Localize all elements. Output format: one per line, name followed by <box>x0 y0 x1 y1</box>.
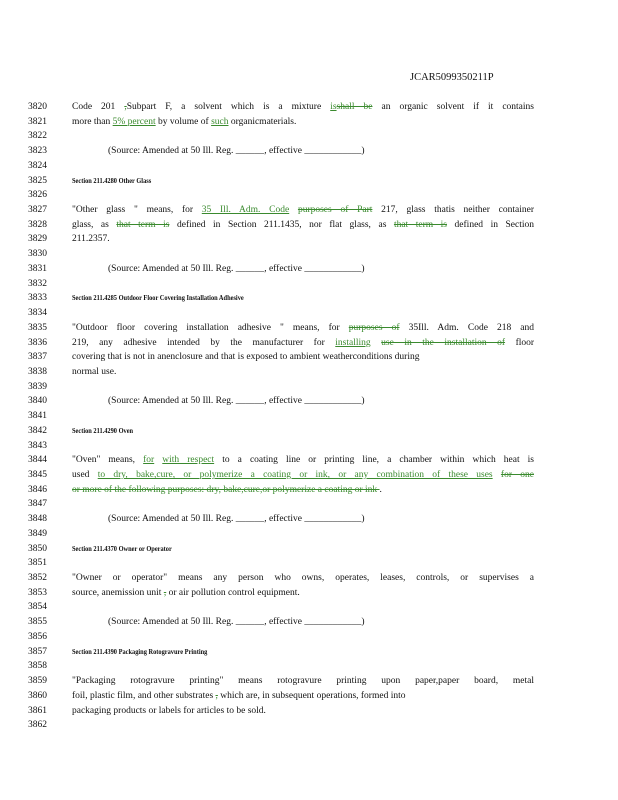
body-text: "Outdoor floor covering installation adhesive " means, for <box>72 322 349 333</box>
source-note: (Source: Amended at 50 Ill. Reg. ______, effective ____________) <box>108 514 365 525</box>
text-line-3828 <box>72 220 534 230</box>
line-number: 3820 <box>28 102 47 112</box>
inserted-text: 35 Ill. Adm. Code <box>201 205 290 216</box>
text-line-3827 <box>72 205 534 215</box>
deleted-text: shall be <box>336 102 373 112</box>
inserted-text: to dry, bake,cure, or polymerize a coating or ink, or any combination of these uses <box>97 470 493 480</box>
body-text: foil, plastic film, and other substrates <box>72 690 216 701</box>
line-number: 3853 <box>28 587 47 598</box>
line-number: 3845 <box>28 470 47 480</box>
line-number: 3852 <box>28 573 47 584</box>
source-note: (Source: Amended at 50 Ill. Reg. ______, effective ____________) <box>108 146 365 157</box>
body-text: 217, glass thatis neither container <box>372 205 534 216</box>
text-line-3859 <box>72 676 534 686</box>
deleted-text: or more of the following purposes: dry, bake,cure,or polymerize a coating or ink <box>72 484 380 495</box>
section-heading-211-4290: Section 211.4290 Oven <box>72 425 134 435</box>
line-number: 3835 <box>28 322 47 333</box>
line-number: 3834 <box>28 308 47 319</box>
text-line-3821 <box>72 117 534 127</box>
inserted-text: for <box>143 455 155 466</box>
body-text: 219, any adhesive intended by the manufacturer for <box>72 337 336 348</box>
line-number: 3849 <box>28 528 47 539</box>
line-number: 3822 <box>28 131 47 142</box>
body-text: 211.2357. <box>72 234 110 245</box>
line-number: 3836 <box>28 337 47 348</box>
deleted-text: that term is <box>393 219 448 230</box>
body-text: glass, as <box>72 219 117 230</box>
line-number: 3826 <box>28 190 47 201</box>
line-number: 3842 <box>28 425 47 436</box>
line-number: 3833 <box>28 293 47 304</box>
line-number: 3843 <box>28 440 47 451</box>
body-text: to a coating line or printing line, a chamber within which heat is <box>214 455 535 466</box>
body-text: packaging products or labels for articles to be sold. <box>72 705 266 716</box>
body-text: defined in Section <box>447 219 535 230</box>
inserted-text: 5% percent <box>112 116 156 127</box>
body-text: "Packaging rotogravure printing" means rotogravure printing upon paper,paper board, metal <box>72 676 534 687</box>
body-text <box>289 205 298 215</box>
line-number: 3856 <box>28 631 47 642</box>
line-number: 3823 <box>28 146 47 157</box>
inserted-text: installing <box>335 337 371 348</box>
line-number: 3827 <box>28 205 47 216</box>
body-text: Code 201 <box>72 102 125 112</box>
line-number: 3848 <box>28 514 47 525</box>
body-text: covering that is not in anenclosure and that is exposed to ambient weatherconditions during <box>72 352 420 363</box>
section-heading-211-4370: Section 211.4370 Owner or Operator <box>72 543 172 553</box>
text-line-3853 <box>72 588 534 598</box>
body-text: an organic solvent if it contains <box>372 102 534 112</box>
text-line-3844 <box>72 455 534 465</box>
line-number: 3837 <box>28 352 47 363</box>
body-text: "Other glass " means, for <box>72 205 202 216</box>
body-text: floor <box>505 337 535 348</box>
deleted-text: , <box>215 690 218 701</box>
deleted-text: , <box>124 102 127 112</box>
deleted-text: use in the installation of <box>381 337 506 348</box>
body-text: normal use. <box>72 366 117 377</box>
line-number: 3824 <box>28 160 47 171</box>
source-note: (Source: Amended at 50 Ill. Reg. ______, effective ____________) <box>108 617 365 628</box>
line-number: 3844 <box>28 455 47 466</box>
inserted-text: is <box>330 102 337 112</box>
line-number: 3858 <box>28 661 47 672</box>
section-heading-211-4390: Section 211.4390 Packaging Rotogravure Printing <box>72 646 208 656</box>
body-text: by volume of <box>155 116 212 127</box>
header-document-id: JCAR5099350211P <box>410 72 494 83</box>
text-line-3836 <box>72 338 534 348</box>
line-number: 3859 <box>28 676 47 687</box>
body-text: Subpart F, a solvent which is a mixture <box>126 102 331 112</box>
text-line-3820 <box>72 102 534 112</box>
line-number: 3825 <box>28 175 47 186</box>
text-line-3838 <box>72 367 534 377</box>
text-line-3861 <box>72 706 534 716</box>
source-note: (Source: Amended at 50 Ill. Reg. ______, effective ____________) <box>108 263 365 274</box>
inserted-text: such <box>211 116 229 127</box>
deleted-text: purposes of <box>348 322 400 333</box>
deleted-text: for one <box>500 470 534 480</box>
line-number: 3847 <box>28 499 47 510</box>
line-number: 3841 <box>28 411 47 422</box>
line-number: 3831 <box>28 263 47 274</box>
line-number: 3854 <box>28 602 47 613</box>
section-heading-211-4280: Section 211.4280 Other Glass <box>72 175 152 185</box>
body-text: more than <box>72 116 113 127</box>
line-number: 3862 <box>28 720 47 731</box>
body-text: source, anemission unit <box>72 587 164 598</box>
text-line-3846 <box>72 485 534 495</box>
body-text: "Oven" means, <box>72 455 144 466</box>
text-line-3860 <box>72 691 534 701</box>
deleted-text: that term is <box>116 219 170 230</box>
text-line-3835 <box>72 323 534 333</box>
line-number: 3832 <box>28 278 47 289</box>
line-number: 3855 <box>28 617 47 628</box>
body-text <box>493 470 501 480</box>
text-line-3837 <box>72 352 534 362</box>
line-number: 3828 <box>28 219 47 230</box>
line-number: 3821 <box>28 116 47 127</box>
deleted-text: , <box>163 587 167 598</box>
text-line-3845 <box>72 470 534 480</box>
body-text: 35Ill. Adm. Code 218 and <box>399 322 534 333</box>
line-number: 3850 <box>28 543 47 554</box>
line-number: 3857 <box>28 646 47 657</box>
line-number: 3830 <box>28 249 47 260</box>
body-text: used <box>72 470 98 480</box>
inserted-text: with respect <box>162 455 215 466</box>
line-number: 3846 <box>28 484 47 495</box>
body-text: . <box>379 484 382 495</box>
line-number: 3838 <box>28 366 47 377</box>
body-text: defined in Section 211.1435, nor flat glass, as <box>169 219 394 230</box>
line-number: 3851 <box>28 558 47 569</box>
line-number: 3860 <box>28 690 47 701</box>
text-line-3829 <box>72 234 534 244</box>
body-text: which are, in subsequent operations, formed into <box>217 690 406 701</box>
body-text: organicmaterials. <box>228 116 297 127</box>
source-note: (Source: Amended at 50 Ill. Reg. ______, effective ____________) <box>108 396 365 407</box>
line-number: 3861 <box>28 705 47 716</box>
line-number: 3839 <box>28 381 47 392</box>
body-text: "Owner or operator" means any person who owns, operates, leases, controls, or supervises a <box>72 573 534 584</box>
text-line-3852 <box>72 573 534 583</box>
line-number: 3840 <box>28 396 47 407</box>
deleted-text: purposes of Part <box>297 205 373 216</box>
body-text <box>371 338 382 348</box>
line-number: 3829 <box>28 234 47 245</box>
body-text: or air pollution control equipment. <box>166 587 300 598</box>
section-heading-211-4285: Section 211.4285 Outdoor Floor Covering Installation Adhesive <box>72 293 244 303</box>
